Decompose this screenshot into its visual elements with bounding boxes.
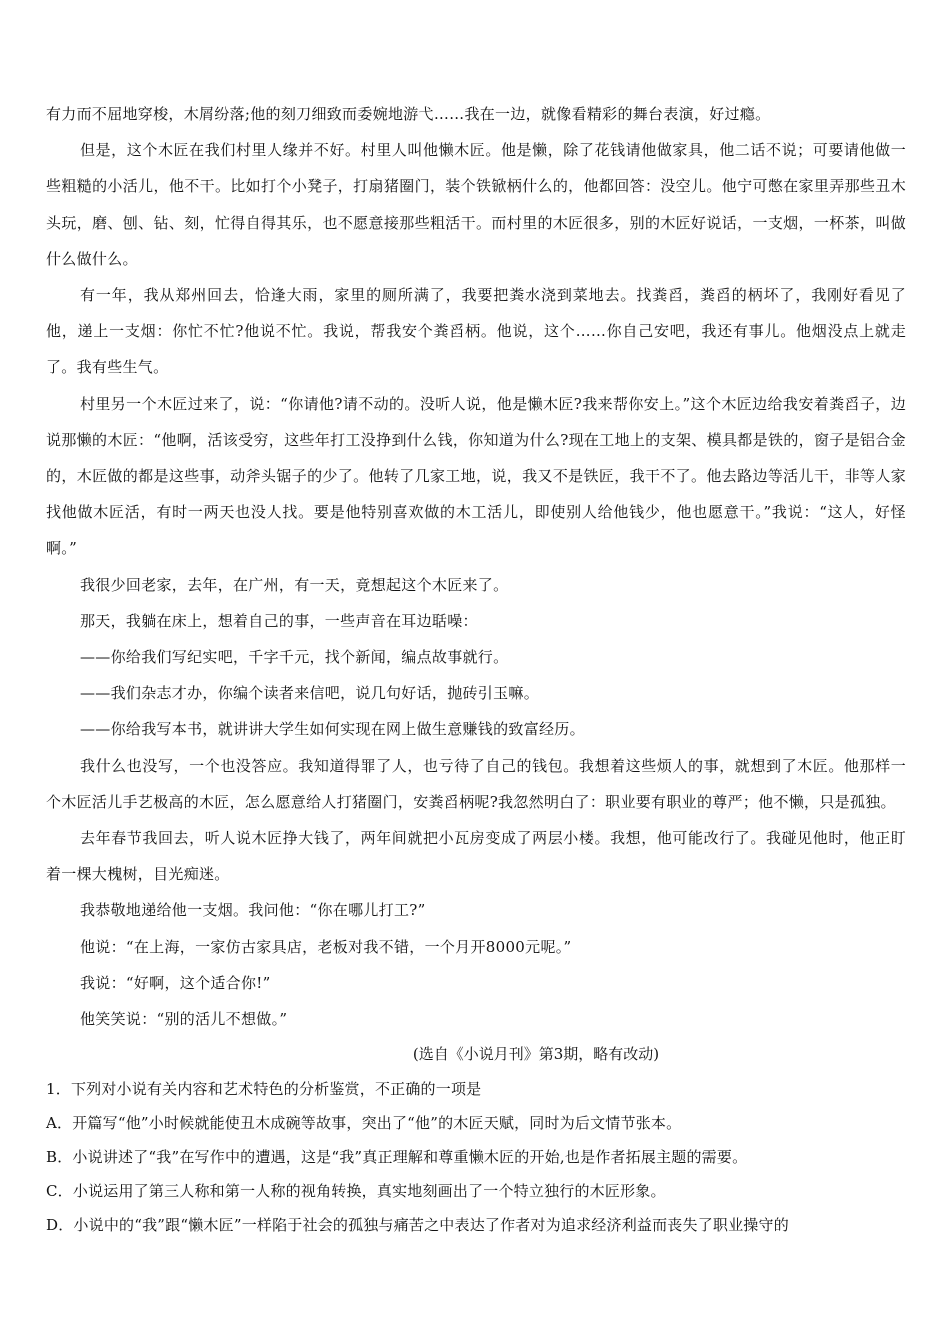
option-a: A．开篇写“他”小时候就能使丑木成碗等故事，突出了“他”的木匠天赋，同时为后文情节张本。 bbox=[46, 1114, 682, 1133]
paragraph-5: 我很少回老家，去年，在广州，有一天，竟想起这个木匠来了。 bbox=[80, 575, 509, 594]
paragraph-3: 有一年，我从郑州回去，恰逢大雨，家里的厕所满了，我要把粪水浇到菜地去。找粪舀，粪舀的柄坏了，我刚好看见了他，递上一支烟：你忙不忙?他说不忙。我说，帮我安个粪舀柄。他说，这个……你自己安吧，我还有事儿。他烟没点上就走了。我有些生气。 bbox=[46, 286, 906, 377]
paragraph-8: 去年春节我回去，听人说木匠挣大钱了，两年间就把小瓦房变成了两层小楼。我想，他可能改行了。我碰见他时，他正盯着一棵大槐树，目光痴迷。 bbox=[46, 829, 906, 884]
document-page bbox=[46, 96, 906, 1242]
paragraph-2: 但是，这个木匠在我们村里人缘并不好。村里人叫他懒木匠。他是懒，除了花钱请他做家具，他二话不说；可要请他做一些粗糙的小活儿，他不干。比如打个小凳子，打扇猪圈门，装个铁锨柄什么的，他都回答：没空儿。他宁可憋在家里弄那些丑木头玩，磨、刨、钻、刻，忙得自得其乐，也不愿意接那些粗活干。而村里的木匠很多，别的木匠好说话，一支烟，一杯茶，叫做什么做什么。 bbox=[46, 141, 906, 268]
option-d: D．小说中的“我”跟“懒木匠”一样陷于社会的孤独与痛苦之中表达了作者对为追求经济利益而丧失了职业操守的 bbox=[46, 1216, 789, 1235]
question-block bbox=[46, 1072, 906, 1242]
dialogue-line-2: ——我们杂志才办，你编个读者来信吧，说几句好话，抛砖引玉嘛。 bbox=[80, 684, 540, 703]
option-b: B．小说讲述了“我”在写作中的遭遇，这是“我”真正理解和尊重懒木匠的开始,也是作者拓展主题的需要。 bbox=[46, 1148, 748, 1167]
dialogue-line-1: ——你给我们写纪实吧，千字千元，找个新闻，编点故事就行。 bbox=[80, 648, 509, 667]
paragraph-7: 我什么也没写，一个也没答应。我知道得罪了人，也亏待了自己的钱包。我想着这些烦人的事，就想到了木匠。他那样一个木匠活儿手艺极高的木匠，怎么愿意给人打猪圈门，安粪舀柄呢?我忽然明白了：职业要有职业的尊严；他不懒，只是孤独。 bbox=[46, 756, 906, 811]
paragraph-9: 我恭敬地递给他一支烟。我问他：“你在哪儿打工?” bbox=[80, 901, 426, 920]
paragraph-4: 村里另一个木匠过来了，说：“你请他?请不动的。没听人说，他是懒木匠?我来帮你安上。”这个木匠边给我安着粪舀子，边说那懒的木匠：“他啊，活该受穷，这些年打工没挣到什么钱，你知道为什么?现在工地上的支架、模具都是铁的，窗子是铝合金的，木匠做的都是这些事，动斧头锯子的少了。他转了几家工地，说，我又不是铁匠，我干不了。他去路边等活儿干，非等人家找他做木匠活，有时一两天也没人找。要是他特别喜欢做的木工活儿，即使别人给他钱少，他也愿意干。”我说：“这人，好怪啊。” bbox=[46, 394, 906, 558]
paragraph-6: 那天，我躺在床上，想着自己的事，一些声音在耳边聒噪： bbox=[80, 611, 478, 630]
paragraph-12: 他笑笑说：“别的活儿不想做。” bbox=[80, 1010, 288, 1029]
story-body bbox=[46, 96, 906, 1037]
paragraph-1: 有力而不屈地穿梭，木屑纷落;他的刻刀细致而委婉地游弋……我在一边，就像看精彩的舞台表演，好过瘾。 bbox=[46, 105, 771, 123]
option-c: C．小说运用了第三人称和第一人称的视角转换，真实地刻画出了一个特立独行的木匠形象。 bbox=[46, 1182, 666, 1201]
paragraph-11: 我说：“好啊，这个适合你!” bbox=[80, 973, 271, 992]
paragraph-10: 他说：“在上海，一家仿古家具店，老板对我不错，一个月开8000元呢。” bbox=[80, 937, 572, 956]
question-stem: 1．下列对小说有关内容和艺术特色的分析鉴赏，不正确的一项是 bbox=[46, 1080, 482, 1099]
source-citation: (选自《小说月刊》第3期，略有改动) bbox=[412, 1045, 660, 1064]
dialogue-line-3: ——你给我写本书，就讲讲大学生如何实现在网上做生意赚钱的致富经历。 bbox=[80, 720, 585, 739]
